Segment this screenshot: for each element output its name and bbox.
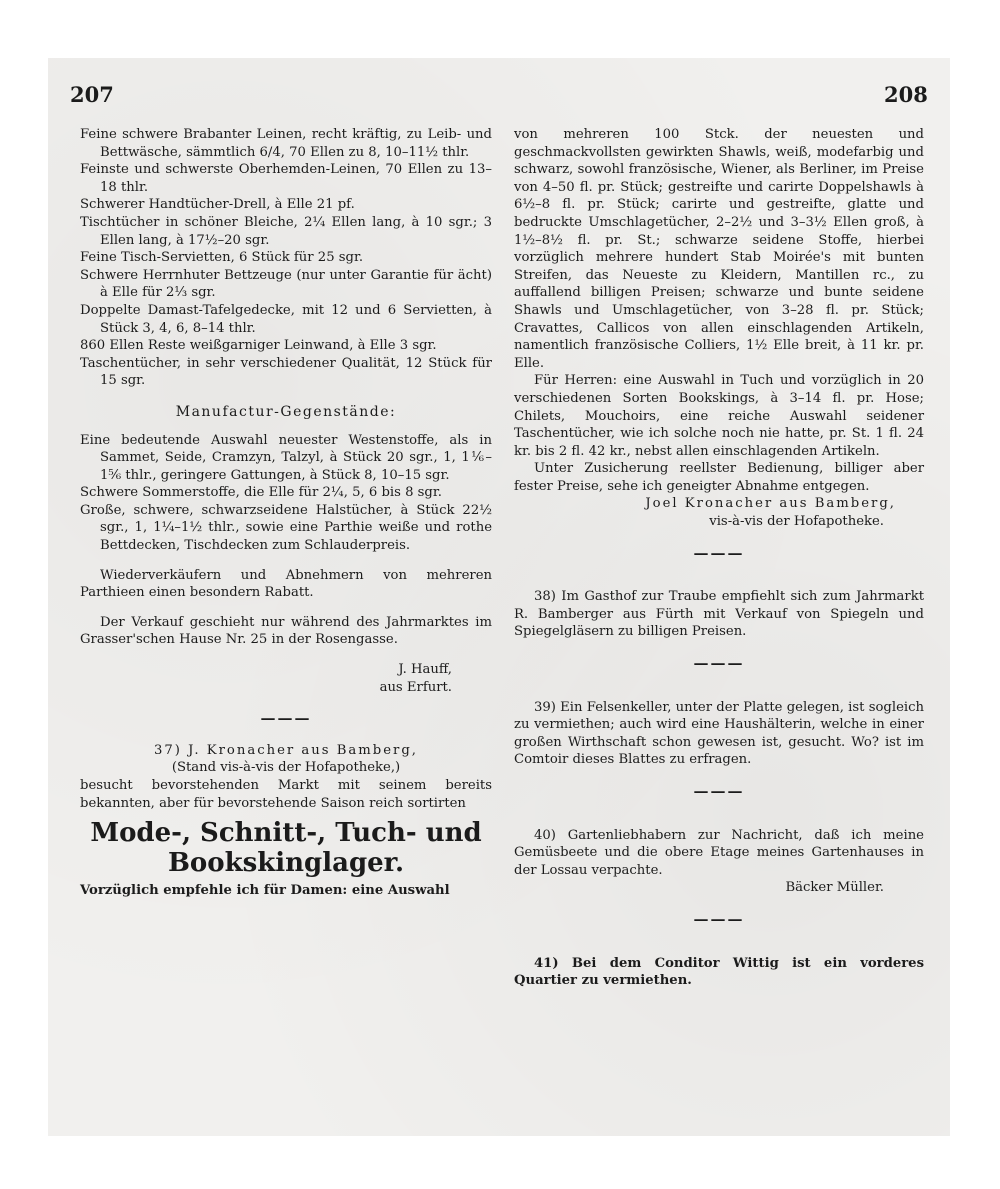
- separator: ———: [693, 654, 745, 673]
- separator: ———: [260, 709, 312, 728]
- verkauf-text: Der Verkauf geschieht nur während des Jahrmarktes im Grasser'schen Hause Nr. 25 in der Rosengasse.: [80, 614, 492, 648]
- ad-37-heading: 37) J. Kronacher aus Bamberg,: [154, 742, 418, 758]
- signature-name: Joel Kronacher aus Bamberg,: [645, 496, 896, 512]
- list-item: Feine Tisch-Servietten, 6 Stück für 25 sgr.: [80, 250, 364, 266]
- list-item: Schwere Herrnhuter Bettzeuge (nur unter Garantie für ächt) à Elle für 2⅓ sgr.: [80, 267, 492, 301]
- list-item: Große, schwere, schwarzseidene Halstücher, à Stück 22½ sgr., 1, 1¼–1½ thlr., sowie eine Parthie weiße und rothe Bettdecken, Tischdecken zum Schlauderpreis.: [80, 502, 492, 554]
- ad-37-title: Mode-, Schnitt-, Tuch- und Bookskinglager.: [90, 818, 482, 879]
- list-item: Feine schwere Brabanter Leinen, recht kräftig, zu Leib- und Bettwäsche, sämmtlich 6/4, 70 Ellen zu 8, 10–11½ thlr.: [80, 127, 492, 160]
- list-item: Feinste und schwerste Oberhemden-Leinen, 70 Ellen zu 13–18 thlr.: [80, 162, 492, 195]
- ad-37-tail: Vorzüglich empfehle ich für Damen: eine Auswahl: [80, 883, 450, 899]
- list-item: Eine bedeutende Auswahl neuester Westenstoffe, als in Sammet, Seide, Cramzyn, Talzyl, à Stück 20 sgr., 1, 1⅙–1⅚ thlr., geringere Gattungen, à Stück 8, 10–15 sgr.: [80, 432, 492, 483]
- section-heading: Manufactur-Gegenstände:: [175, 403, 397, 420]
- ad-41-text: 41) Bei dem Conditor Wittig ist ein vorderes Quartier zu vermiethen.: [514, 955, 924, 989]
- damen-text: von mehreren 100 Stck. der neuesten und geschmackvollsten gewirkten Shawls, weiß, modefarbig und schwarz, sowohl französische, Wiener, als Berliner, im Preise von 4–50 fl. pr. Stück; gestreifte und carirte Doppelshawls à 6½–8 fl. pr. Stück; carirte und gestreifte, glatte und bedruckte Umschlagetücher, 2–2½ und 3–3½ Ellen groß, à 1½–8½ fl. pr. St.; schwarze seidene Stoffe, hierbei vorzüglich mehrere hundert Stab Moirée's mit bunten Streifen, das Neueste zu Kleidern, Mantillen rc., zu auffallend billigen Preisen; schwarze und bunte seidene Shawls und Umschlagetücher, von 3–28 fl. pr. Stück; Cravattes, Callicos von allen einschlagenden Artikeln, namentlich französische Colliers, 1½ Elle breit, à 11 kr. pr. Elle.: [514, 127, 924, 371]
- right-column: [514, 126, 924, 990]
- rabatt-text: Wiederverkäufern und Abnehmern von mehreren Parthieen einen besondern Rabatt.: [80, 567, 492, 601]
- list-item: 860 Ellen Reste weißgarniger Leinwand, à Elle 3 sgr.: [80, 338, 437, 354]
- list-item: Doppelte Damast-Tafelgedecke, mit 12 und 6 Servietten, à Stück 3, 4, 6, 8–14 thlr.: [80, 302, 492, 336]
- separator: ———: [693, 909, 745, 928]
- separator: ———: [693, 782, 745, 800]
- page-number-left: 207: [70, 82, 114, 107]
- ad-39-text: 39) Ein Felsenkeller, unter der Platte gelegen, ist sogleich zu vermiethen; auch wird eine Haushälterin, welche in einer großen Wirthschaft schon gewesen ist, gesucht. Wo? ist im Comtoir dieses Blattes zu erfragen.: [514, 699, 924, 768]
- list-item: Schwerer Handtücher-Drell, à Elle 21 pf.: [80, 197, 355, 213]
- closing-text: Unter Zusicherung reellster Bedienung, billiger aber fester Preise, sehe ich geneigter Abnahme entgegen.: [514, 461, 924, 494]
- list-item: Schwere Sommerstoffe, die Elle für 2¼, 5, 6 bis 8 sgr.: [80, 485, 442, 501]
- left-column: [80, 126, 492, 900]
- ad-37-text: besucht bevorstehenden Markt mit seinem bereits bekannten, aber für bevorstehende Saison reich sortirten: [80, 778, 492, 811]
- signature-name: J. Hauff,: [398, 662, 452, 678]
- herren-text: Für Herren: eine Auswahl in Tuch und vorzüglich in 20 verschiedenen Sorten Bookskings, à 3–14 fl. pr. Hose; Chilets, Mouchoirs, eine reiche Auswahl seidener Taschentücher, wie ich solche noch nie hatte, pr. St. 1 fl. 24 kr. bis 2 fl. 42 kr., nebst allen einschlagenden Artikeln.: [514, 373, 924, 459]
- ad-38-text: 38) Im Gasthof zur Traube empfiehlt sich zum Jahrmarkt R. Bamberger aus Fürth mit Verkauf von Spiegeln und Spiegelgläsern zu billigen Preisen.: [514, 589, 924, 640]
- ad-37-subheading: (Stand vis-à-vis der Hofapotheke,): [171, 760, 401, 776]
- signature-place: aus Erfurt.: [379, 679, 452, 695]
- separator: ———: [693, 543, 745, 562]
- list-item: Tischtücher in schöner Bleiche, 2¼ Ellen lang, à 10 sgr.; 3 Ellen lang, à 17½–20 sgr.: [80, 214, 492, 248]
- list-item: Taschentücher, in sehr verschiedener Qualität, 12 Stück für 15 sgr.: [80, 355, 492, 389]
- ad-40-text: 40) Gartenliebhabern zur Nachricht, daß ich meine Gemüsbeete und die obere Etage meines Gartenhauses in der Lossau verpachte.: [514, 827, 924, 878]
- ad-40-signature: Bäcker Müller.: [785, 880, 884, 896]
- signature-place: vis-à-vis der Hofapotheke.: [709, 514, 884, 530]
- page-number-right: 208: [884, 82, 928, 107]
